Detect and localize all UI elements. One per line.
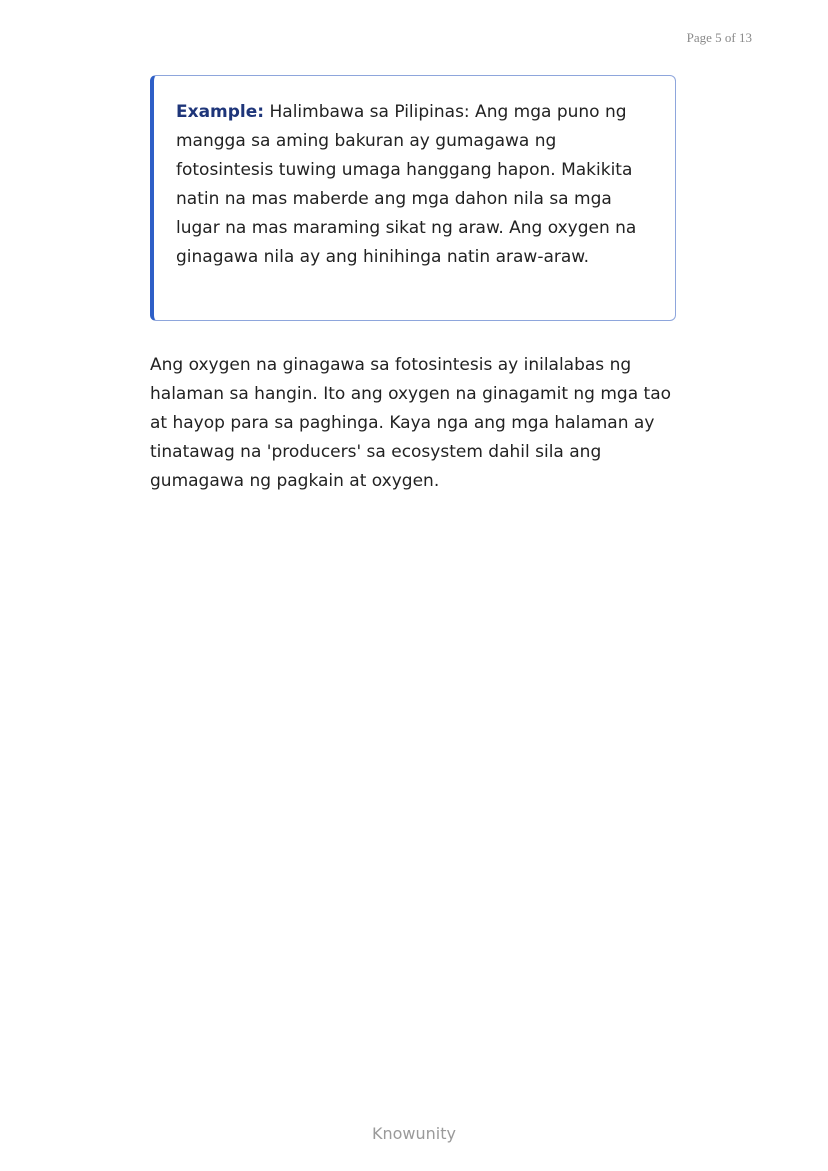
example-label: Example: bbox=[176, 102, 265, 122]
page-number: Page 5 of 13 bbox=[686, 30, 752, 45]
example-body: Halimbawa sa Pilipinas: Ang mga puno ng mangga sa aming bakuran ay gumagawa ng fotosintesis tuwing umaga hanggang hapon. Makikita natin na mas maberde ang mga dahon nila sa mga lugar na mas maraming sikat ng araw. Ang oxygen na ginagawa nila ay ang hinihinga natin araw-araw. bbox=[176, 102, 637, 267]
example-text bbox=[176, 98, 651, 272]
example-callout bbox=[150, 75, 676, 321]
footer-brand: Knowunity bbox=[372, 1124, 456, 1143]
body-paragraph: Ang oxygen na ginagawa sa fotosintesis ay inilalabas ng halaman sa hangin. Ito ang oxygen na ginagamit ng mga tao at hayop para sa paghinga. Kaya nga ang mga halaman ay tinatawag na 'producers' sa ecosystem dahil sila ang gumagawa ng pagkain at oxygen. bbox=[150, 355, 672, 491]
